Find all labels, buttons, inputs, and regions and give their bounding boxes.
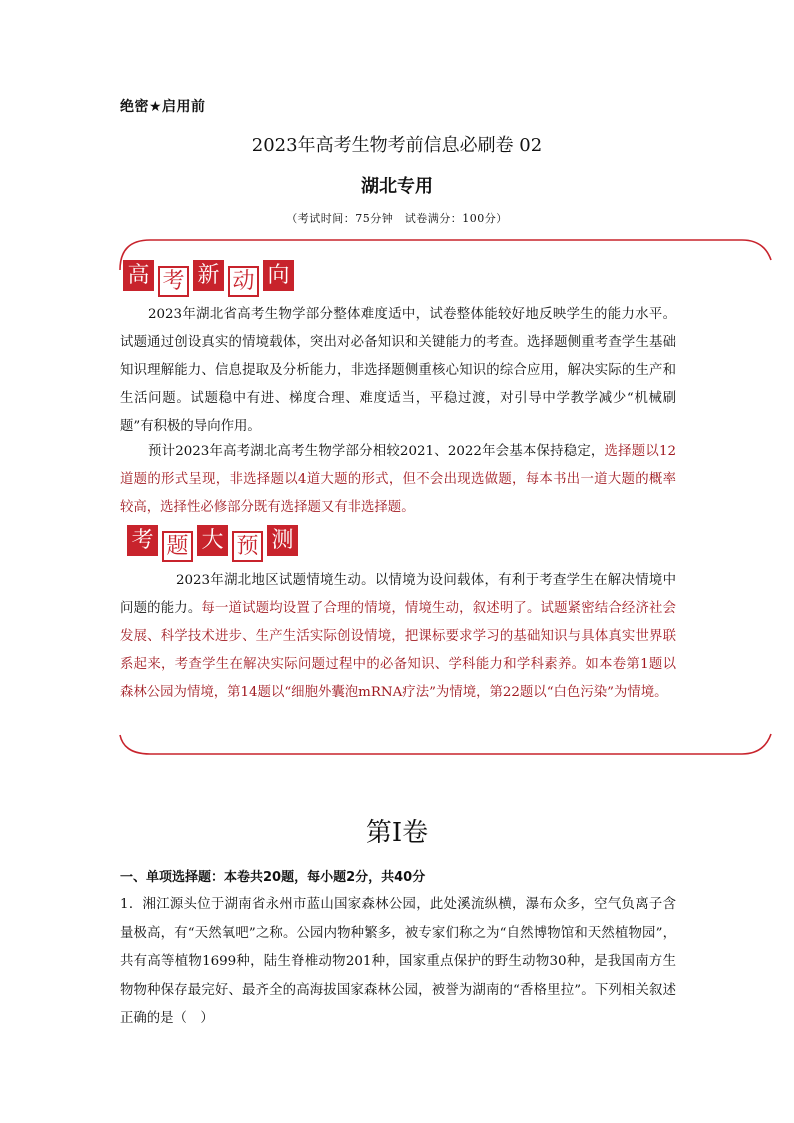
- forecast-banner: [127, 525, 298, 562]
- context-highlight: 每一道试题均设置了合理的情境，情境生动，叙述明了。试题紧密结合经济社会发展、科学技术进步、生产生活实际创设情境，把课标要求学习的基础知识与具体真实世界联系起来，考查学生在解决实际问题过程中的必备知识、学科能力和学科素养。如本卷第1题以森林公园为情境，第14题以“细胞外囊泡mRNA疗法”为情境，第22题以“白色污染”为情境。: [120, 601, 677, 700]
- trends-paragraph: 2023年湖北省高考生物学部分整体难度适中，试卷整体能较好地反映学生的能力水平。试题通过创设真实的情境载体，突出对必备知识和关键能力的考查。选择题侧重考查学生基础知识理解能力、信息提取及分析能力，非选择题侧重核心知识的综合应用，解决实际的生产和生活问题。试题稳中有进、梯度合理、难度适当，平稳过渡，对引导中学教学减少“机械刷题”有积极的导向作用。: [120, 307, 676, 434]
- section-heading: 一、单项选择题：本卷共20题，每小题2分，共40分: [120, 870, 426, 885]
- banner-char: 动: [228, 266, 259, 297]
- trends-banner: [123, 260, 294, 297]
- context-paragraph: [120, 567, 676, 707]
- prediction-paragraph: [120, 438, 676, 522]
- volume-title: 第Ⅰ卷: [365, 818, 429, 848]
- prediction-text: 预计2023年高考湖北高考生物学部分相较2021、2022年会基本保持稳定，: [148, 444, 605, 459]
- banner-char: 考: [127, 525, 158, 556]
- banner-char: 向: [263, 260, 294, 291]
- question-1: 1．湘江源头位于湖南省永州市蓝山国家森林公园，此处溪流纵横，瀑布众多，空气负离子含量极高，有“天然氧吧”之称。公园内物种繁多，被专家们称之为“自然博物馆和天然植物园”，共有高等植物1699种，陆生脊椎动物201种，国家重点保护的野生动物30种，是我国南方生物物种保存最完好、最齐全的高海拔国家森林公园，被誉为湖南的“香格里拉”。下列相关叙述正确的是（ ）: [120, 897, 676, 1026]
- banner-char: 考: [158, 266, 189, 297]
- page-title: 2023年高考生物考前信息必刷卷 02: [251, 135, 543, 156]
- confidential-mark: 绝密★启用前: [120, 99, 206, 115]
- prediction-highlight: 选择题以12道题的形式呈现，非选择题以4道大题的形式，但不会出现选做题，每本书出一道大题的概率较高，选择性必修部分既有选择题又有非选择题。: [120, 444, 676, 515]
- banner-char: 测: [267, 525, 298, 556]
- banner-char: 大: [197, 525, 228, 556]
- banner-char: 预: [232, 531, 263, 562]
- page-subtitle: 湖北专用: [361, 176, 433, 197]
- banner-char: 高: [123, 260, 154, 291]
- exam-info: （考试时间：75分钟 试卷满分：100分）: [286, 212, 508, 225]
- banner-char: 题: [162, 531, 193, 562]
- context-text: 2023年湖北地区试题情境生动。以情境为设问载体，有利于考查学生在解决情境中问题的能力。: [120, 573, 676, 616]
- banner-char: 新: [193, 260, 224, 291]
